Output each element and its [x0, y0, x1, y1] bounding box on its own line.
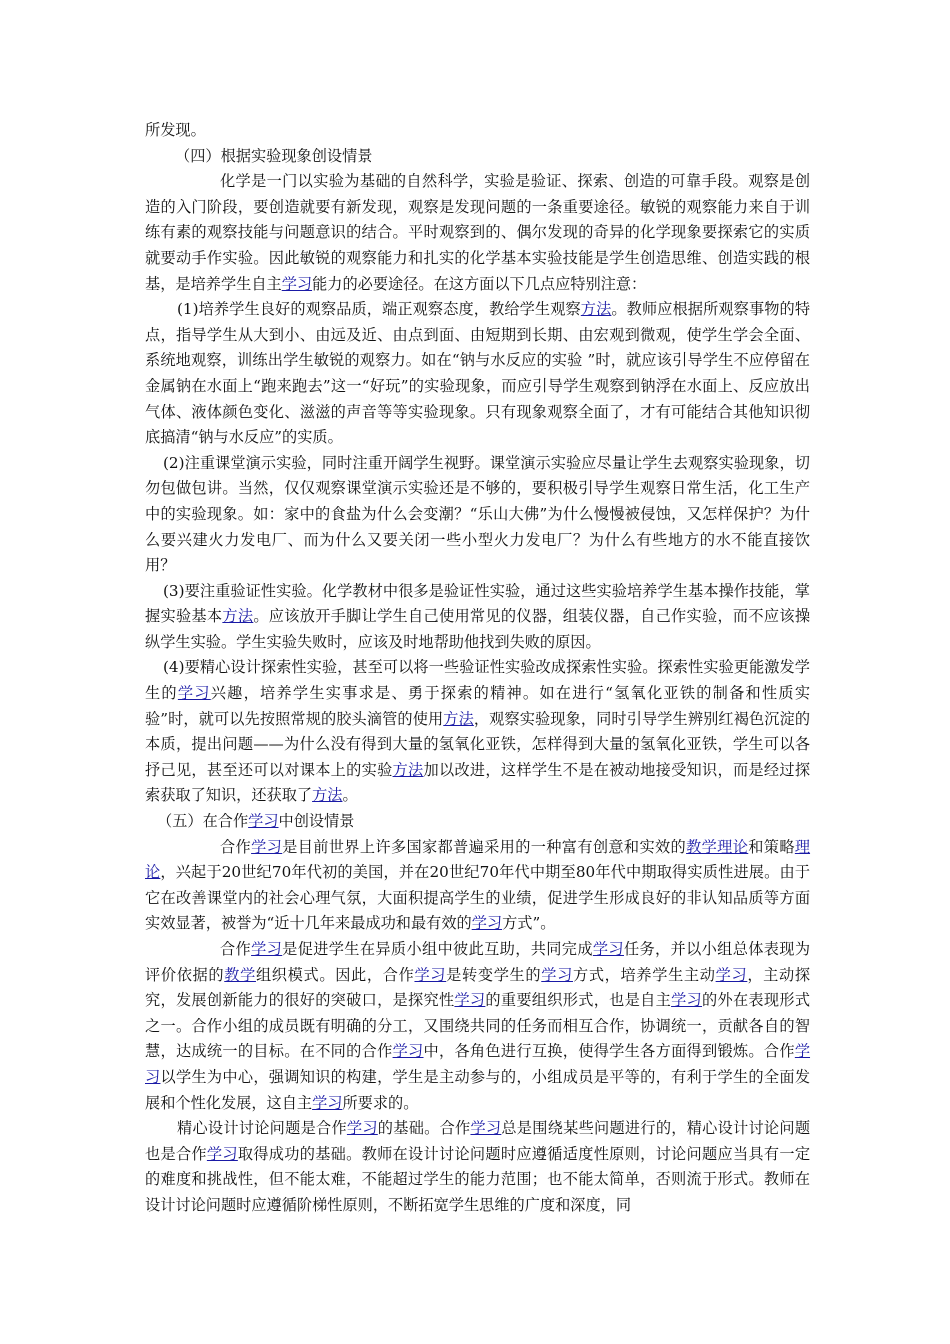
text-run: 。 — [342, 786, 358, 805]
text-run: 加以改进，这样学生不是在被动地接受知识，而是经过探索获取了知识，还获取了 — [145, 760, 811, 805]
text-run: 化学是一门以实验为基础的自然科学，实验是验证、探索、创造的可靠手段。观察是创造的入门阶段，要创造就要有新发现，观察是发现问题的一条重要途径。敏锐的观察能力来自于训练有素的观察技能与问题意识的结合。平时观察到的、偶尔发现的奇异的化学现象要探索它的实质就要动手作实验。因此敏锐的观察能力和扎实的化学基本实验技能是学生创造思维、创造实践的根基，是培养学生自主 — [145, 172, 810, 293]
paragraph — [145, 835, 810, 937]
keyword-link[interactable]: 学习 — [414, 965, 447, 984]
keyword-link[interactable]: 学习 — [312, 1093, 343, 1112]
text-run: 方式，培养学生主动 — [572, 965, 716, 984]
text-run: 任务，并以小组总体表现为评价依据的 — [145, 940, 811, 984]
text-run: （五）在合作 — [157, 812, 249, 831]
keyword-link[interactable]: 学习 — [471, 914, 503, 933]
text-run: 中创设情景 — [278, 812, 355, 831]
keyword-link[interactable]: 教学理论 — [686, 837, 749, 856]
text-run: ，观察实验现象，同时引导学生辨别红褐色沉淀的本质，提出问题——为什么没有得到大量的氢氧化亚铁，怎样得到大量的氢氧化亚铁，学生可以各抒己见，甚至还可以对课本上的实验 — [145, 709, 811, 779]
text-run: 总是围绕某些问题进行的，精心设计讨论问题也是合作 — [145, 1119, 811, 1163]
text-run: 是目前世界上许多国家都普遍采用的一种富有创意和实效的 — [282, 837, 687, 856]
text-run: (2)注重课堂演示实验，同时注重开阔学生视野。课堂演示实验应尽量让学生去观察实验现象，切勿包做包讲。当然，仅仅观察课堂演示实验还是不够的，要积极引导学生观察日常生活，化工生产中的实验现象。如：家中的食盐为什么会变潮？“乐山大佛”为什么慢慢被侵蚀，又怎样保护？为什么要兴建火力发电厂、而为什么又要关闭一些小型火力发电厂？为什么有些地方的水不能直接饮用？ — [145, 453, 810, 575]
keyword-link[interactable]: 学习 — [671, 991, 703, 1010]
keyword-link[interactable]: 学习 — [454, 991, 486, 1010]
keyword-link[interactable]: 学习 — [251, 940, 283, 958]
keyword-link[interactable]: 学习 — [470, 1119, 502, 1138]
text-run: (1)培养学生良好的观察品质，端正观察态度，教给学生观察 — [177, 300, 581, 319]
text-run: 能力的必要途径。在这方面以下几点应特别注意： — [312, 274, 647, 293]
keyword-link[interactable]: 教学 — [224, 965, 256, 984]
paragraph — [145, 809, 810, 835]
text-run: 是促进学生在异质小组中彼此互助，共同完成 — [282, 940, 593, 958]
text-run: 中，各角色进行互换，使得学生各方面得到锻炼。合作 — [423, 1042, 795, 1061]
keyword-link[interactable]: 方法 — [580, 300, 612, 319]
text-run: 精心设计讨论问题是合作 — [177, 1119, 347, 1138]
paragraph — [145, 451, 810, 579]
paragraph — [145, 297, 810, 451]
text-run: 。应该放开手脚让学生自己使用常见的仪器，组装仪器，自己作实验，而不应该操纵学生实验。学生实验失败时，应该及时地帮助他找到失败的原因。 — [145, 607, 811, 651]
text-run: 所发现。 — [145, 121, 206, 139]
text-run: 是转变学生的 — [446, 965, 542, 984]
paragraph — [145, 579, 810, 656]
text-run: 。教师应根据所观察事物的特点，指导学生从大到小、由远及近、由点到面、由短期到长期、由宏观到微观，使学生学会全面、系统地观察，训练出学生敏锐的观察力。如在“钠与水反应的实验 ”时，就应该引导学生不应停留在金属钠在水面上“跑来跑去”这一“好玩”的实验现象，而应引导学生观察到钠浮在水面上、反应放出气体、液体颜色变化、滋滋的声音等等实验现象。只有现象观察全面了，才有可能结合其他知识彻底搞清“钠与水反应”的实质。 — [145, 300, 811, 447]
paragraph — [145, 118, 810, 144]
text-run: 合作 — [220, 837, 252, 856]
document-page — [145, 118, 810, 1219]
keyword-link[interactable]: 学习 — [715, 965, 748, 984]
paragraph — [145, 937, 810, 1116]
keyword-link[interactable]: 学习 — [281, 274, 313, 293]
keyword-link[interactable]: 学习 — [346, 1119, 378, 1138]
text-run: ，兴起于20世纪70年代初的美国，并在20世纪70年代中期至80年代中期取得实质性进展。由于它在改善课堂内的社会心理气氛，大面积提高学生的业绩，促进学生形成良好的非认知品质等方面实效显著，被誉为“近十几年来最成功和最有效的 — [145, 863, 811, 933]
text-run: ，主动探究，发展创新能力的很好的突破口，是探究性 — [145, 965, 811, 1010]
keyword-link[interactable]: 学习 — [145, 1042, 811, 1086]
text-run: (3)要注重验证性实验。化学教材中很多是验证性实验，通过这些实验培养学生基本操作技能，掌握实验基本 — [145, 581, 810, 626]
text-run: 和策略 — [748, 837, 795, 856]
keyword-link[interactable]: 学习 — [248, 812, 279, 831]
keyword-link[interactable]: 理论 — [145, 837, 811, 882]
text-run: 取得成功的基础。教师在设计讨论问题时应遵循适度性原则，讨论问题应当具有一定的难度和挑战性，但不能太难，不能超过学生的能力范围；也不能太简单，否则流于形式。教师在设计讨论问题时应遵循阶梯性原则，不断拓宽学生思维的广度和深度，同 — [145, 1144, 811, 1214]
keyword-link[interactable]: 方法 — [443, 709, 474, 728]
paragraph — [145, 1116, 810, 1218]
text-run: 的基础。合作 — [377, 1119, 471, 1138]
text-run: 的重要组织形式，也是自主 — [485, 991, 672, 1010]
paragraph — [145, 144, 810, 170]
keyword-link[interactable]: 方法 — [222, 607, 254, 626]
paragraph — [145, 169, 810, 297]
keyword-link[interactable]: 学习 — [592, 940, 624, 958]
keyword-link[interactable]: 学习 — [392, 1042, 424, 1061]
text-run: 的外在表现形式之一。合作小组的成员既有明确的分工，又围绕共同的任务而相互合作，协调统一，贡献各自的智慧，达成统一的目标。在不同的合作 — [145, 991, 811, 1061]
keyword-link[interactable]: 学习 — [251, 837, 283, 856]
text-run: (4)要精心设计探索性实验，甚至可以将一些验证性实验改成探索性实验。探索性实验更能激发学生的 — [145, 658, 810, 703]
keyword-link[interactable]: 学习 — [541, 965, 573, 984]
text-run: 方式”。 — [502, 914, 556, 933]
keyword-link[interactable]: 学习 — [206, 1144, 238, 1163]
text-run: 所要求的。 — [342, 1093, 419, 1112]
text-run: 合作 — [220, 940, 252, 958]
text-run: 以学生为中心，强调知识的构建，学生是主动参与的，小组成员是平等的，有利于学生的全面发展和个性化发展，这自主 — [145, 1067, 811, 1112]
keyword-link[interactable]: 方法 — [392, 760, 424, 779]
text-run: 组织模式。因此，合作 — [255, 965, 415, 984]
paragraph — [145, 655, 810, 809]
keyword-link[interactable]: 方法 — [312, 786, 343, 805]
text-run: 兴趣，培养学生实事求是、勇于探索的精神。如在进行“氢氧化亚铁的制备和性质实验”时，就可以先按照常规的胶头滴管的使用 — [145, 684, 811, 728]
text-run: （四）根据实验现象创设情景 — [175, 146, 373, 165]
keyword-link[interactable]: 学习 — [177, 684, 211, 703]
